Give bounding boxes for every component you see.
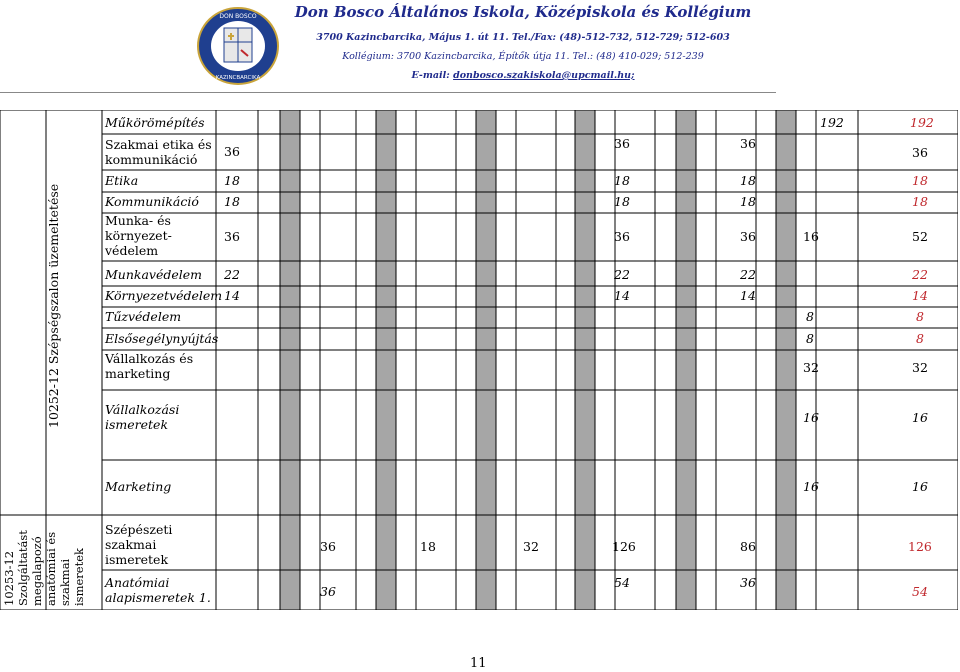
- email-label: E-mail:: [411, 70, 450, 81]
- value-r12-b: 18: [420, 539, 436, 554]
- row-name-elsosegely: Elsősegélynyújtás: [105, 331, 219, 346]
- total-r11: 16: [912, 479, 928, 494]
- svg-text:DON BOSCO: DON BOSCO: [219, 13, 257, 20]
- row-name-mukoromepites: Műkörömépítés: [105, 115, 205, 130]
- value-r9-d: 32: [803, 360, 819, 375]
- value-r2-b: 18: [614, 173, 630, 188]
- value-r11-d: 16: [803, 479, 819, 494]
- value-r4-c: 36: [740, 229, 756, 244]
- email-link[interactable]: donbosco.szakiskola@upcmail.hu;: [453, 70, 635, 81]
- total-r9: 32: [912, 360, 928, 375]
- total-r7: 8: [916, 309, 924, 324]
- value-r6-a: 14: [224, 288, 240, 303]
- total-r8: 8: [916, 331, 924, 346]
- value-r2-c: 18: [740, 173, 756, 188]
- grey-column: [476, 110, 496, 610]
- value-r8-d: 8: [806, 331, 814, 346]
- value-r1-a: 36: [224, 144, 240, 159]
- value-r6-b: 14: [614, 288, 630, 303]
- row-name-vallalkozasi-ismeretek: Vállalkozási ismeretek: [105, 402, 180, 432]
- total-r0: 192: [910, 115, 934, 130]
- value-r6-c: 14: [740, 288, 756, 303]
- value-r12-e: 86: [740, 539, 756, 554]
- row-name-kommunikacio: Kommunikáció: [105, 194, 199, 209]
- total-r12: 126: [908, 539, 932, 554]
- module-label-10253: 10253-12 Szolgáltatást megalapozó anatómiai és szakmai ismeretek: [2, 530, 86, 606]
- total-r6: 14: [912, 288, 928, 303]
- school-logo: [196, 6, 280, 86]
- row-name-munka-kornyezet: Munka- és környezet- védelem: [105, 213, 172, 258]
- grey-column: [376, 110, 396, 610]
- page-number: 11: [470, 656, 487, 671]
- value-r4-a: 36: [224, 229, 240, 244]
- value-r1-b: 36: [614, 136, 630, 151]
- total-r3: 18: [912, 194, 928, 209]
- row-name-marketing: Marketing: [105, 479, 172, 494]
- value-r12-d: 126: [612, 539, 636, 554]
- value-r12-a: 36: [320, 539, 336, 554]
- value-r5-c: 22: [740, 267, 756, 282]
- value-r4-d: 16: [803, 229, 819, 244]
- row-name-anatomiai: Anatómiai alapismeretek 1.: [105, 575, 211, 605]
- value-r2-a: 18: [224, 173, 240, 188]
- grey-column: [676, 110, 696, 610]
- row-name-etika: Etika: [105, 173, 139, 188]
- value-r3-a: 18: [224, 194, 240, 209]
- value-r5-b: 22: [614, 267, 630, 282]
- grey-columns: [280, 110, 796, 610]
- value-r5-a: 22: [224, 267, 240, 282]
- svg-text:KAZINCBARCIKA: KAZINCBARCIKA: [215, 75, 261, 81]
- total-r1: 36: [912, 145, 928, 160]
- school-name: Don Bosco Általános Iskola, Középiskola és Kollégium: [294, 3, 752, 21]
- value-r7-d: 8: [806, 309, 814, 324]
- total-r5: 22: [912, 267, 928, 282]
- value-r0-v1: 192: [820, 115, 844, 130]
- email-line: [283, 70, 763, 81]
- total-r13: 54: [912, 584, 928, 599]
- total-r10: 16: [912, 410, 928, 425]
- header-rule: [0, 92, 776, 93]
- value-r4-b: 36: [614, 229, 630, 244]
- value-r13-a: 36: [320, 584, 336, 599]
- row-name-kornyezetvedelem: Környezetvédelem: [105, 288, 223, 303]
- value-r10-d: 16: [803, 410, 819, 425]
- total-r2: 18: [912, 173, 928, 188]
- value-r1-c: 36: [740, 136, 756, 151]
- row-name-vallalkozas-marketing: Vállalkozás és marketing: [105, 351, 194, 381]
- value-r3-b: 18: [614, 194, 630, 209]
- value-r12-c: 32: [523, 539, 539, 554]
- address-line: 3700 Kazincbarcika, Május 1. út 11. Tel./Fax: (48)-512-732, 512-729; 512-603: [316, 32, 730, 43]
- module-label-10252: 10252-12 Szépségszalon üzemeltetése: [46, 183, 61, 428]
- value-r13-b: 54: [614, 575, 630, 590]
- college-line: Kollégium: 3700 Kazincbarcika, Építők útja 11. Tel.: (48) 410-029; 512-239: [342, 51, 704, 62]
- row-name-tuzvedelem: Tűzvédelem: [105, 309, 182, 324]
- total-r4: 52: [912, 229, 928, 244]
- row-name-szakmai-etika: Szakmai etika és kommunikáció: [105, 137, 212, 167]
- value-r3-c: 18: [740, 194, 756, 209]
- row-name-munkavedelem: Munkavédelem: [105, 267, 203, 282]
- value-r13-c: 36: [740, 575, 756, 590]
- row-name-szepeszeti: Szépészeti szakmai ismeretek: [105, 522, 173, 567]
- grey-column: [280, 110, 300, 610]
- grey-column: [776, 110, 796, 610]
- grey-column: [575, 110, 595, 610]
